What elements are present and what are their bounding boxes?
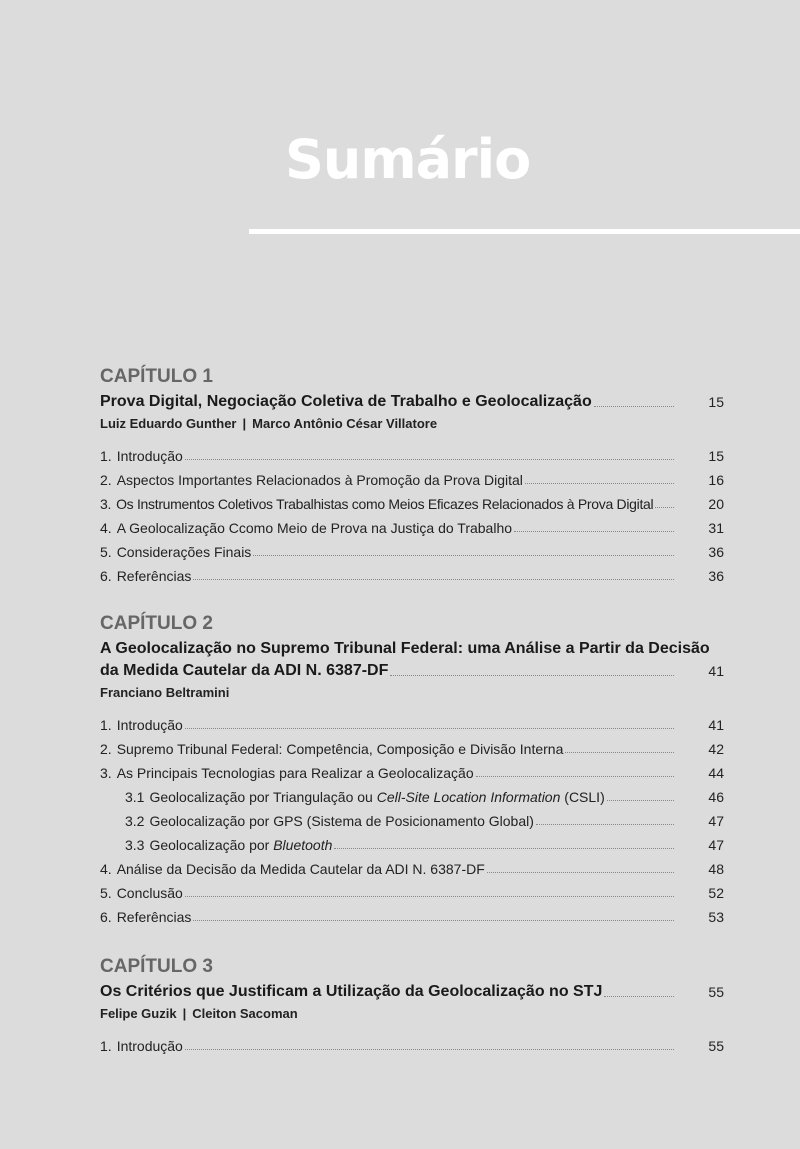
toc-entry[interactable]	[100, 538, 724, 562]
entry-title: Introdução	[116, 717, 183, 733]
dot-leader	[655, 506, 674, 508]
dot-leader	[185, 1048, 674, 1050]
entry-number: 2.	[100, 472, 112, 488]
toc-entry[interactable]	[100, 442, 724, 466]
author: Franciano Beltramini	[100, 685, 230, 700]
chapter-title-row[interactable]	[100, 391, 724, 413]
chapter-label: CAPÍTULO 1	[100, 366, 213, 387]
toc-entry[interactable]	[100, 490, 724, 514]
entry-number: 6.	[100, 568, 112, 584]
chapter-page-number: 15	[708, 394, 724, 410]
dot-leader	[604, 995, 674, 997]
entry-number: 3.1	[125, 789, 145, 805]
entry-number: 5.	[100, 544, 112, 560]
entry-title-part: Geolocalização por Triangulação ou	[149, 789, 377, 805]
entry-title-italic: Cell-Site Location Information	[376, 789, 561, 805]
entry-title: Referências	[116, 568, 192, 584]
entry-page-number: 36	[708, 544, 724, 560]
entry-number: 3.2	[125, 813, 145, 829]
chapter-label: CAPÍTULO 2	[100, 613, 213, 634]
entry-page-number: 31	[708, 520, 724, 536]
toc-subentry[interactable]	[100, 807, 724, 831]
chapter-page-number: 55	[708, 984, 724, 1000]
dot-leader	[185, 458, 674, 460]
entry-title-italic: Bluetooth	[273, 837, 333, 853]
dot-leader	[334, 847, 674, 849]
chapter-authors	[100, 413, 724, 435]
author: Marco Antônio César Villatore	[252, 416, 438, 431]
dot-leader	[253, 554, 674, 556]
dot-leader	[594, 405, 674, 407]
chapter-1	[100, 363, 724, 586]
dot-leader	[185, 727, 674, 729]
dot-leader	[607, 799, 674, 801]
toc-entry[interactable]	[100, 1032, 724, 1056]
dot-leader	[476, 775, 674, 777]
entry-page-number: 15	[708, 448, 724, 464]
entry-title: Geolocalização por GPS (Sistema de Posicionamento Global)	[149, 813, 534, 829]
entry-page-number: 20	[708, 496, 724, 512]
entry-number: 1.	[100, 448, 112, 464]
toc-entry[interactable]	[100, 735, 724, 759]
entry-title: Conclusão	[116, 885, 183, 901]
dot-leader	[193, 578, 674, 580]
entry-number: 6.	[100, 909, 112, 925]
entry-page-number: 48	[708, 861, 724, 877]
entry-title: Referências	[116, 909, 192, 925]
entry-page-number: 55	[708, 1038, 724, 1054]
chapter-title-row[interactable]	[100, 660, 724, 682]
entry-title: Considerações Finais	[116, 544, 252, 560]
toc-subentry[interactable]	[100, 831, 724, 855]
entry-page-number: 36	[708, 568, 724, 584]
entry-title: Supremo Tribunal Federal: Competência, Composição e Divisão Interna	[116, 741, 564, 757]
chapter-2	[100, 610, 724, 927]
entry-page-number: 47	[708, 837, 724, 853]
author: Luiz Eduardo Gunther	[100, 416, 237, 431]
entry-page-number: 44	[708, 765, 724, 781]
entry-title-part: Geolocalização por	[149, 837, 274, 853]
dot-leader	[514, 530, 674, 532]
dot-leader	[487, 871, 674, 873]
chapter-title-line-1[interactable]: A Geolocalização no Supremo Tribunal Federal: uma Análise a Partir da Decisão	[100, 640, 710, 657]
entry-number: 1.	[100, 1038, 112, 1054]
dot-leader	[193, 919, 674, 921]
entry-page-number: 52	[708, 885, 724, 901]
entry-title: Introdução	[116, 1038, 183, 1054]
entry-title: Aspectos Importantes Relacionados à Promoção da Prova Digital	[116, 472, 523, 488]
dot-leader	[525, 482, 674, 484]
toc-entry[interactable]	[100, 562, 724, 586]
toc-entry[interactable]	[100, 879, 724, 903]
entry-title: As Principais Tecnologias para Realizar a Geolocalização	[116, 765, 474, 781]
chapter-authors	[100, 1003, 724, 1025]
dot-leader	[185, 895, 674, 897]
entry-title-part: (CSLI)	[560, 789, 605, 805]
entry-page-number: 46	[708, 789, 724, 805]
entry-title: Análise da Decisão da Medida Cautelar da ADI N. 6387-DF	[116, 861, 485, 877]
author-separator: |	[242, 416, 247, 431]
chapter-label: CAPÍTULO 3	[100, 956, 213, 977]
dot-leader	[565, 751, 674, 753]
entry-number: 2.	[100, 741, 112, 757]
entry-number: 4.	[100, 520, 112, 536]
entry-page-number: 41	[708, 717, 724, 733]
toc-entry[interactable]	[100, 514, 724, 538]
entry-number: 3.3	[125, 837, 145, 853]
toc-entry[interactable]	[100, 855, 724, 879]
entry-page-number: 16	[708, 472, 724, 488]
toc-entry[interactable]	[100, 466, 724, 490]
chapter-page-number: 41	[708, 663, 724, 679]
entry-number: 5.	[100, 885, 112, 901]
dot-leader	[536, 823, 674, 825]
entry-number: 3.	[100, 496, 112, 512]
chapter-title-line-2: da Medida Cautelar da ADI N. 6387-DF	[100, 662, 389, 679]
entry-number: 3.	[100, 765, 112, 781]
author-separator: |	[182, 1006, 187, 1021]
toc-entry[interactable]	[100, 711, 724, 735]
entry-title: A Geolocalização Ccomo Meio de Prova na Justiça do Trabalho	[116, 520, 513, 536]
toc-entry[interactable]	[100, 903, 724, 927]
entry-page-number: 53	[708, 909, 724, 925]
entry-title: Os Instrumentos Coletivos Trabalhistas como Meios Eficazes Relacionados à Prova Digital	[116, 496, 654, 512]
toc-subentry[interactable]	[100, 783, 724, 807]
author: Cleiton Sacoman	[192, 1006, 298, 1021]
chapter-title: Prova Digital, Negociação Coletiva de Trabalho e Geolocalização	[100, 393, 592, 410]
entry-page-number: 47	[708, 813, 724, 829]
toc-entry[interactable]	[100, 759, 724, 783]
title-rule	[249, 229, 800, 234]
entry-number: 1.	[100, 717, 112, 733]
author: Felipe Guzik	[100, 1006, 177, 1021]
entry-page-number: 42	[708, 741, 724, 757]
page-title: Sumário	[285, 128, 531, 191]
entry-number: 4.	[100, 861, 112, 877]
chapter-title: Os Critérios que Justificam a Utilização da Geolocalização no STJ	[100, 983, 603, 1000]
dot-leader	[390, 674, 674, 676]
chapter-title-row[interactable]	[100, 981, 724, 1003]
chapter-3	[100, 953, 724, 1056]
chapter-authors	[100, 682, 724, 704]
entry-title: Introdução	[116, 448, 183, 464]
